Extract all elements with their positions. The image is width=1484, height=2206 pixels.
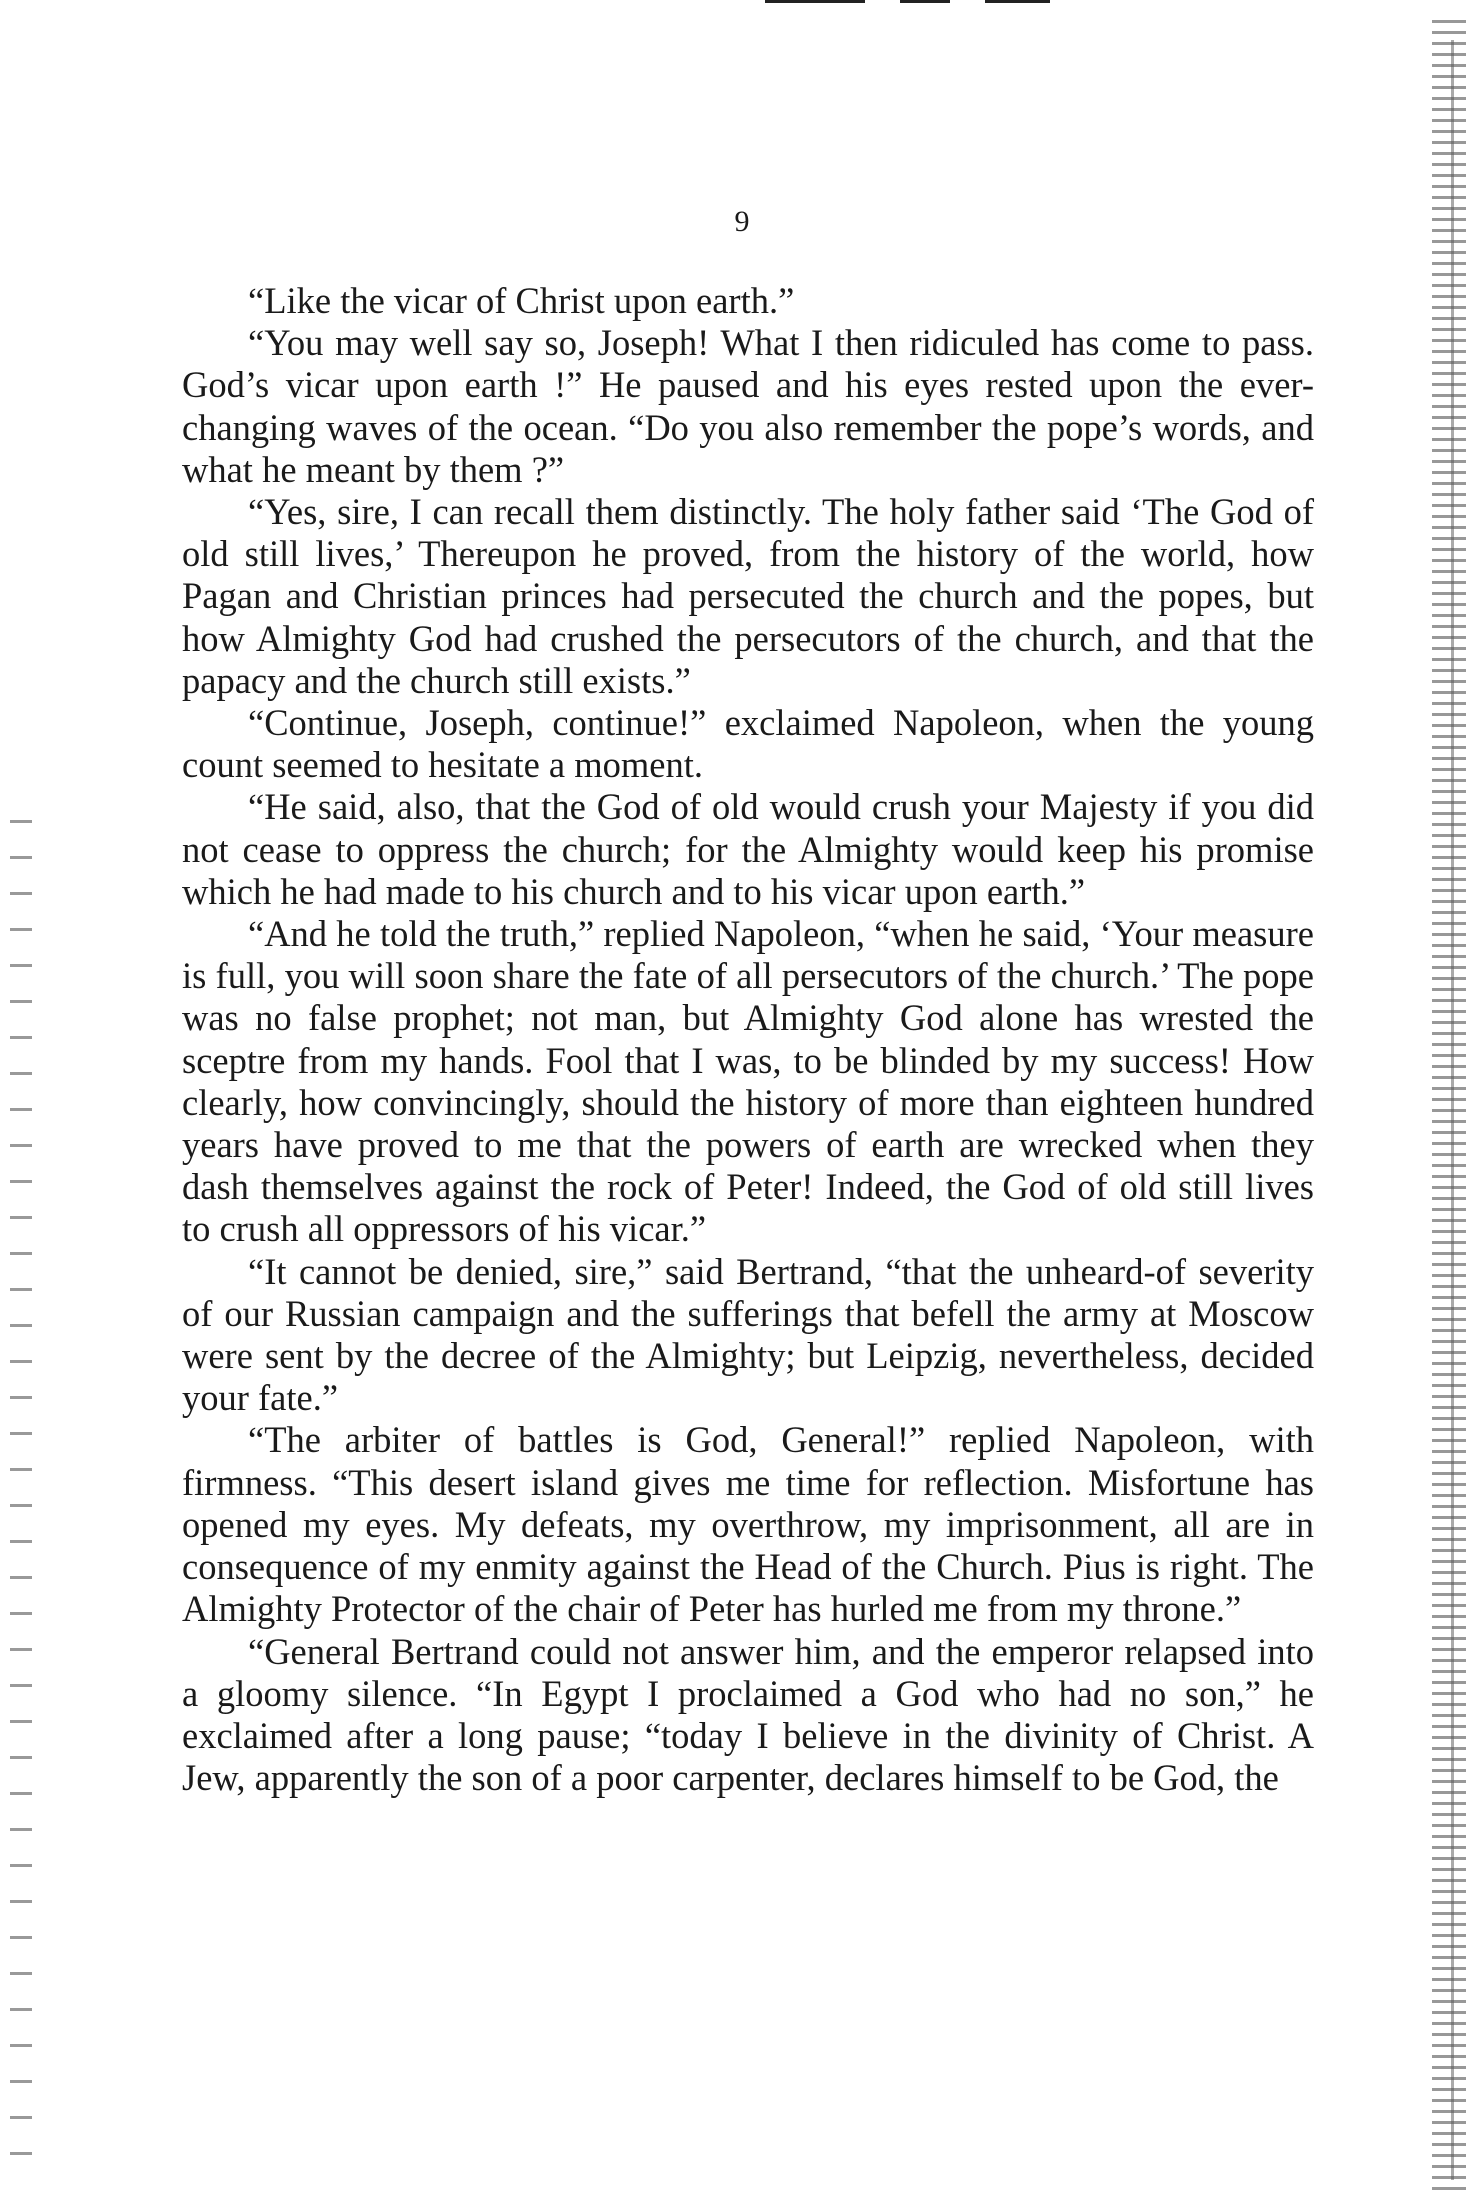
paragraph: “You may well say so, Joseph! What I then ridiculed has come to pass. God’s vicar upon earth !” He paused and his eyes rested upon the ever-changing waves of the ocean. “Do you also remember the pope’s words, and what he meant by them ?” (182, 322, 1314, 490)
paragraph: “He said, also, that the God of old would crush your Majesty if you did not cease to oppress the church; for the Almighty would keep his promise which he had made to his church and to his vicar upon earth.” (182, 786, 1314, 912)
top-rule-right (985, 0, 1050, 3)
paragraph: “The arbiter of battles is God, General!” replied Napoleon, with firmness. “This desert island gives me time for reflection. Misfortune has opened my eyes. My defeats, my overthrow, my imprisonment, all are in consequence of my enmity against the Head of the Church. Pius is right. The Almighty Protector of the chair of Peter has hurled me from my throne.” (182, 1419, 1314, 1630)
binding-edge-marks (1432, 20, 1466, 2190)
page-number: 9 (734, 205, 750, 238)
paragraph: “General Bertrand could not answer him, and the emperor relapsed into a gloomy silence. “In Egypt I proclaimed a God who had no son,” he exclaimed after a long pause; “today I believe in the divinity of Christ. A Jew, apparently the son of a poor carpenter, declares himself to be God, the (182, 1630, 1314, 1799)
left-margin-marks (10, 820, 32, 2180)
paragraph: “And he told the truth,” replied Napoleon, “when he said, ‘Your measure is full, you will soon share the fate of all persecutors of the church.’ The pope was no false prophet; not man, but Almighty God alone has wrested the sceptre from my hands. Fool that I was, to be blinded by my success! How clearly, how convincingly, should the history of more than eighteen hundred years have proved to me that the powers of earth are wrecked when they dash themselves against the rock of Peter! Indeed, the God of old still lives to crush all oppressors of his vicar.” (182, 913, 1314, 1250)
top-rule-middle (900, 0, 950, 3)
paragraph: “It cannot be denied, sire,” said Bertrand, “that the unheard-of severity of our Russian campaign and the sufferings that befell the army at Moscow were sent by the decree of the Almighty; but Leipzig, nevertheless, decided your fate.” (182, 1250, 1314, 1419)
binding-edge-line (1451, 40, 1454, 2180)
paragraph: “Like the vicar of Christ upon earth.” (248, 280, 795, 321)
page-body (182, 280, 1314, 1799)
paragraph: “Continue, Joseph, continue!” exclaimed Napoleon, when the young count seemed to hesitate a moment. (182, 702, 1314, 786)
top-rule-left (765, 0, 865, 3)
paragraph: “Yes, sire, I can recall them distinctly. The holy father said ‘The God of old still lives,’ Thereupon he proved, from the history of the world, how Pagan and Christian princes had persecuted the church and the popes, but how Almighty God had crushed the persecutors of the church, and that the papacy and the church still exists.” (182, 491, 1314, 701)
